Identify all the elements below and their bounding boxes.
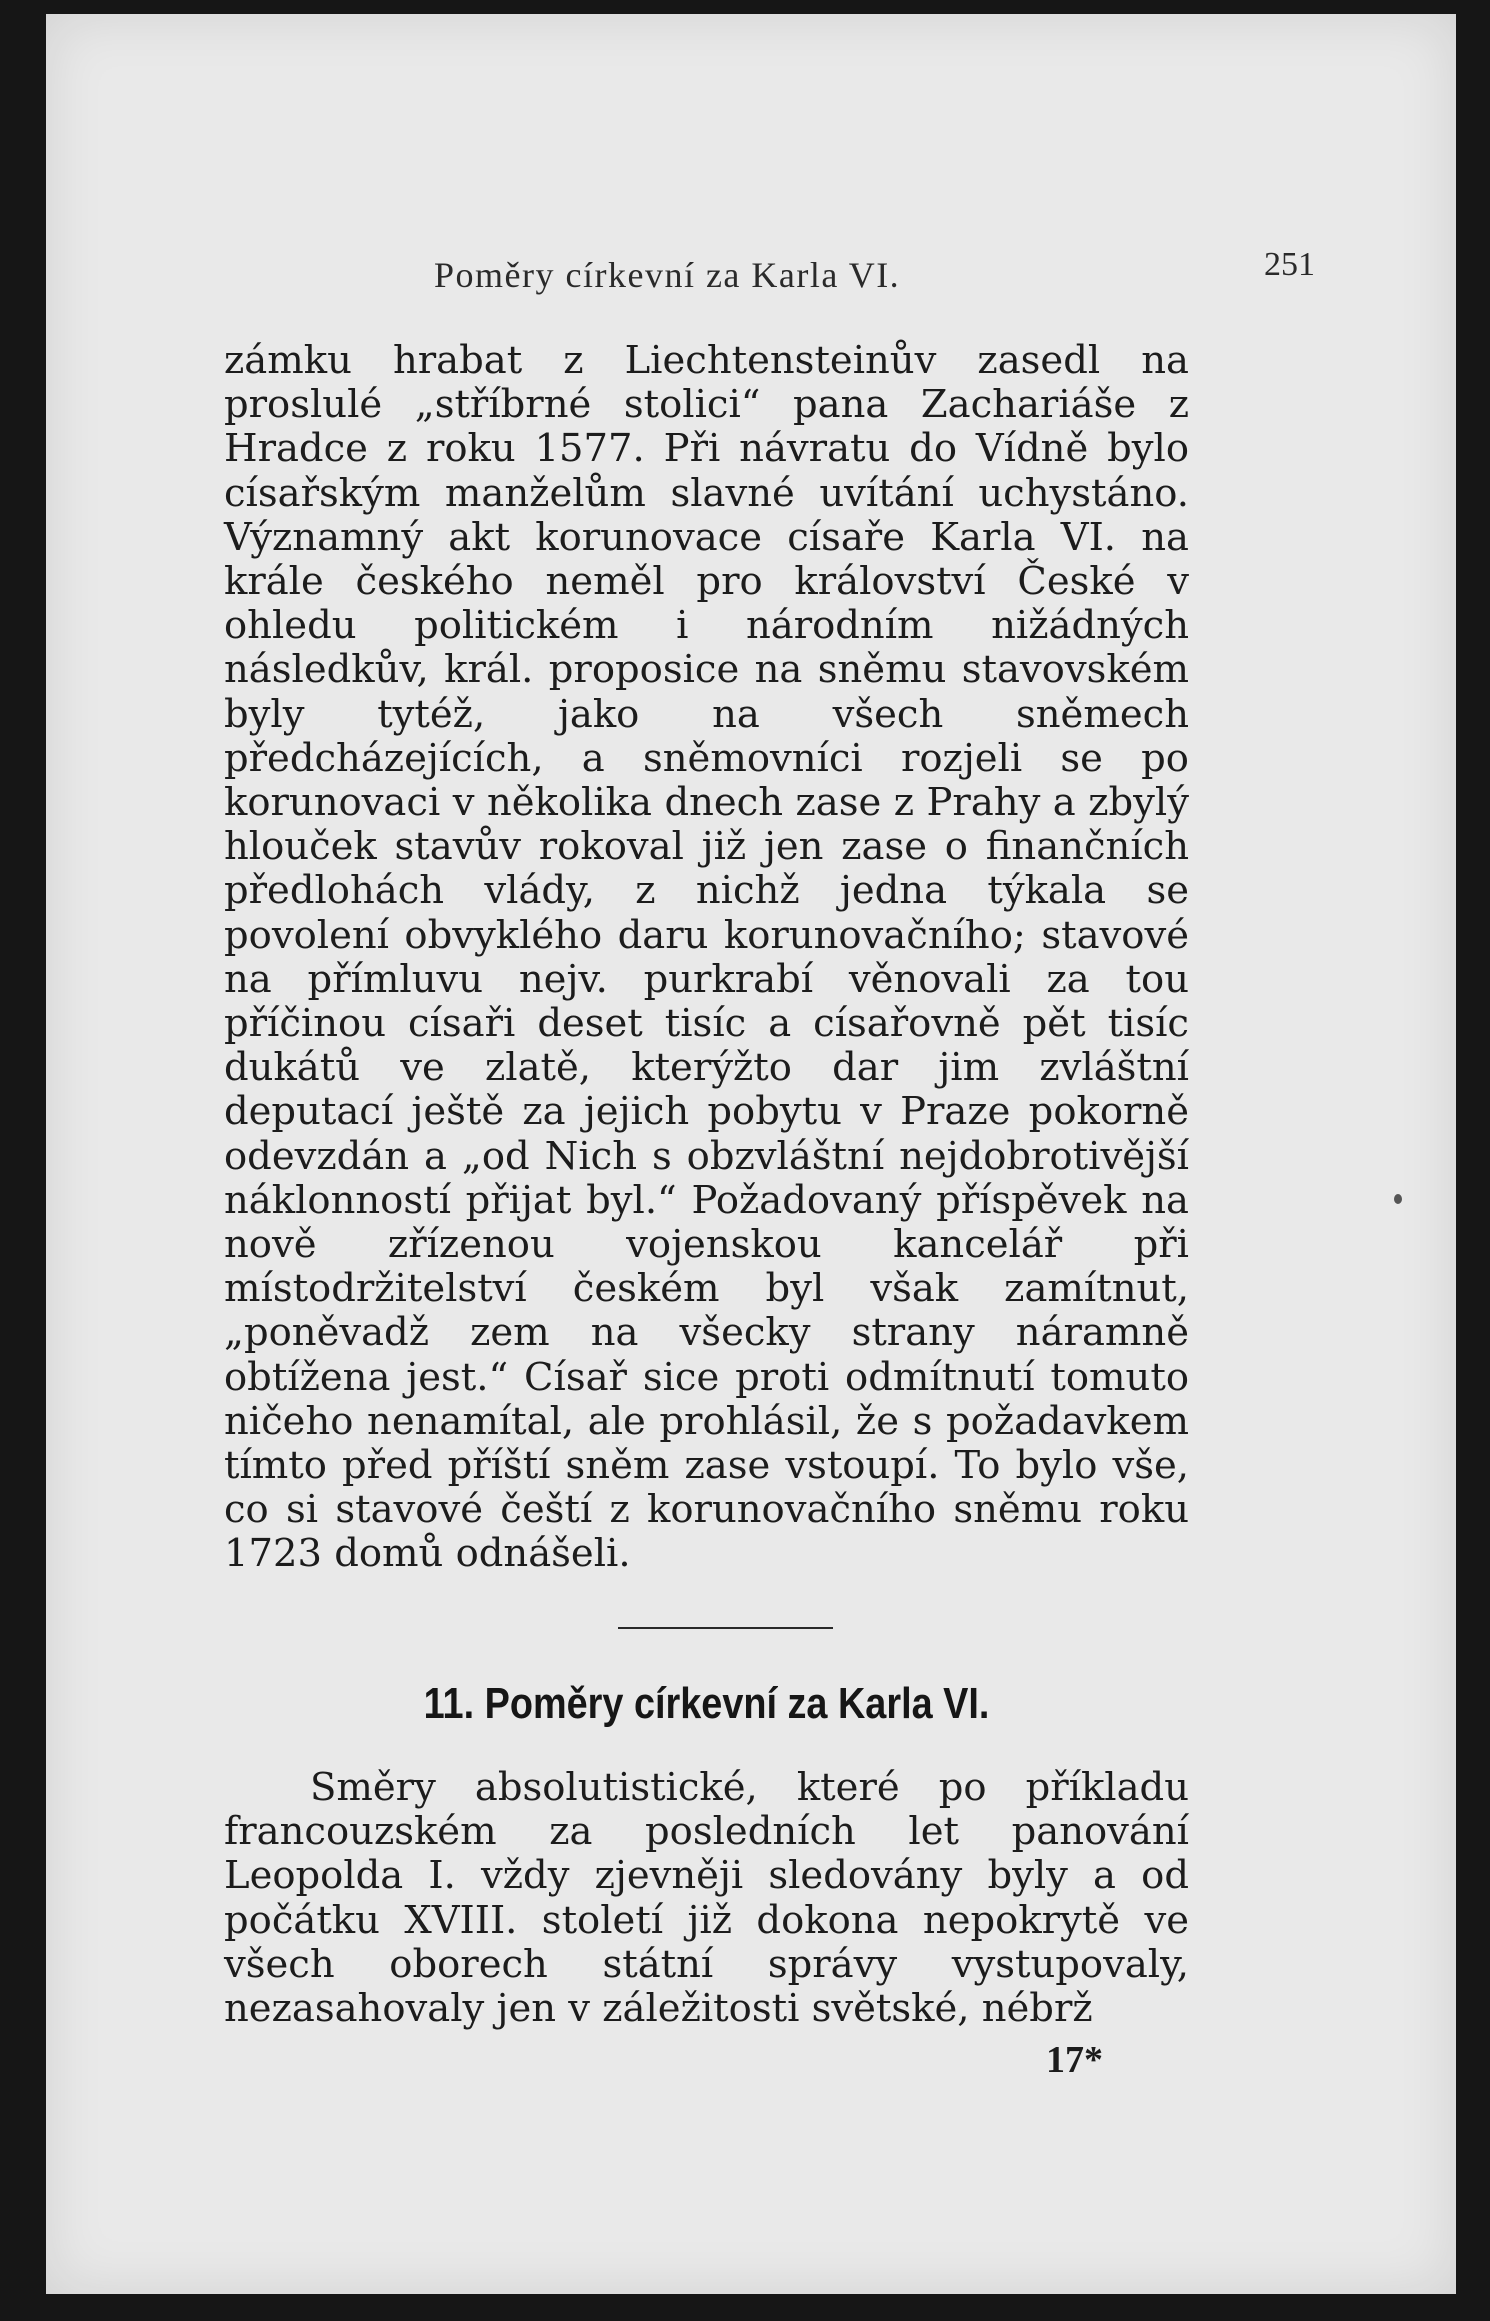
book-page	[46, 14, 1456, 2294]
section-heading: 11. Poměry církevní za Karla VI.	[423, 1679, 990, 1728]
signature-mark: 17*	[1046, 2039, 1103, 2081]
section-separator-rule	[618, 1627, 833, 1629]
running-head-title: Poměry církevní za Karla VI.	[434, 255, 901, 295]
ink-speck	[1394, 1194, 1402, 1204]
body-paragraph-1: zámku hrabat z Liechtensteinův zasedl na proslulé „stříbrné stolici“ pana Zachariáše z Hradce z roku 1577. Při návratu do Vídně bylo císařským manželům slavné uvítání uchystáno. Významný akt korunovace císaře Karla VI. na krále českého neměl pro království České v ohledu politickém i národním nižádných následkův, král. proposice na sněmu stavovském byly tytéž, jako na všech sněmech předcházejících, a sněmovníci rozjeli se po korunovaci v několika dnech zase z Prahy a zbylý hlouček stavův rokoval již jen zase o finančních předlohách vlády, z nichž jedna týkala se povolení obvyklého daru korunovačního; stavové na přímluvu nejv. purkrabí věnovali za tou příčinou císaři deset tisíc a císařovně pět tisíc dukátů ve zlatě, kterýžto dar jim zvláštní deputací ještě za jejich pobytu v Praze pokorně odevzdán a „od Nich s obzvláštní nejdobrotivější náklonností přijat byl.“ Požadovaný příspěvek na nově zřízenou vojenskou kancelář při místodržitelství českém byl však zamítnut, „poněvadž zem na všecky strany náramně obtížena jest.“ Císař sice proti odmítnutí tomuto ničeho nenamítal, ale prohlásil, že s požadavkem tímto před příští sněm zase vstoupí. To bylo vše, co si stavové čeští z korunovačního sněmu roku 1723 domů odnášeli.	[224, 338, 1189, 1577]
page-number: 251	[1264, 246, 1315, 283]
body-paragraph-2: Směry absolutistické, které po příkladu francouzském za posledních let panování Leopolda I. vždy zjevněji sledovány byly a od počátku XVIII. století již dokona nepokrytě ve všech oborech státní správy vystupovaly, nezasahovaly jen v záležitosti světské, nébrž	[224, 1765, 1189, 2032]
